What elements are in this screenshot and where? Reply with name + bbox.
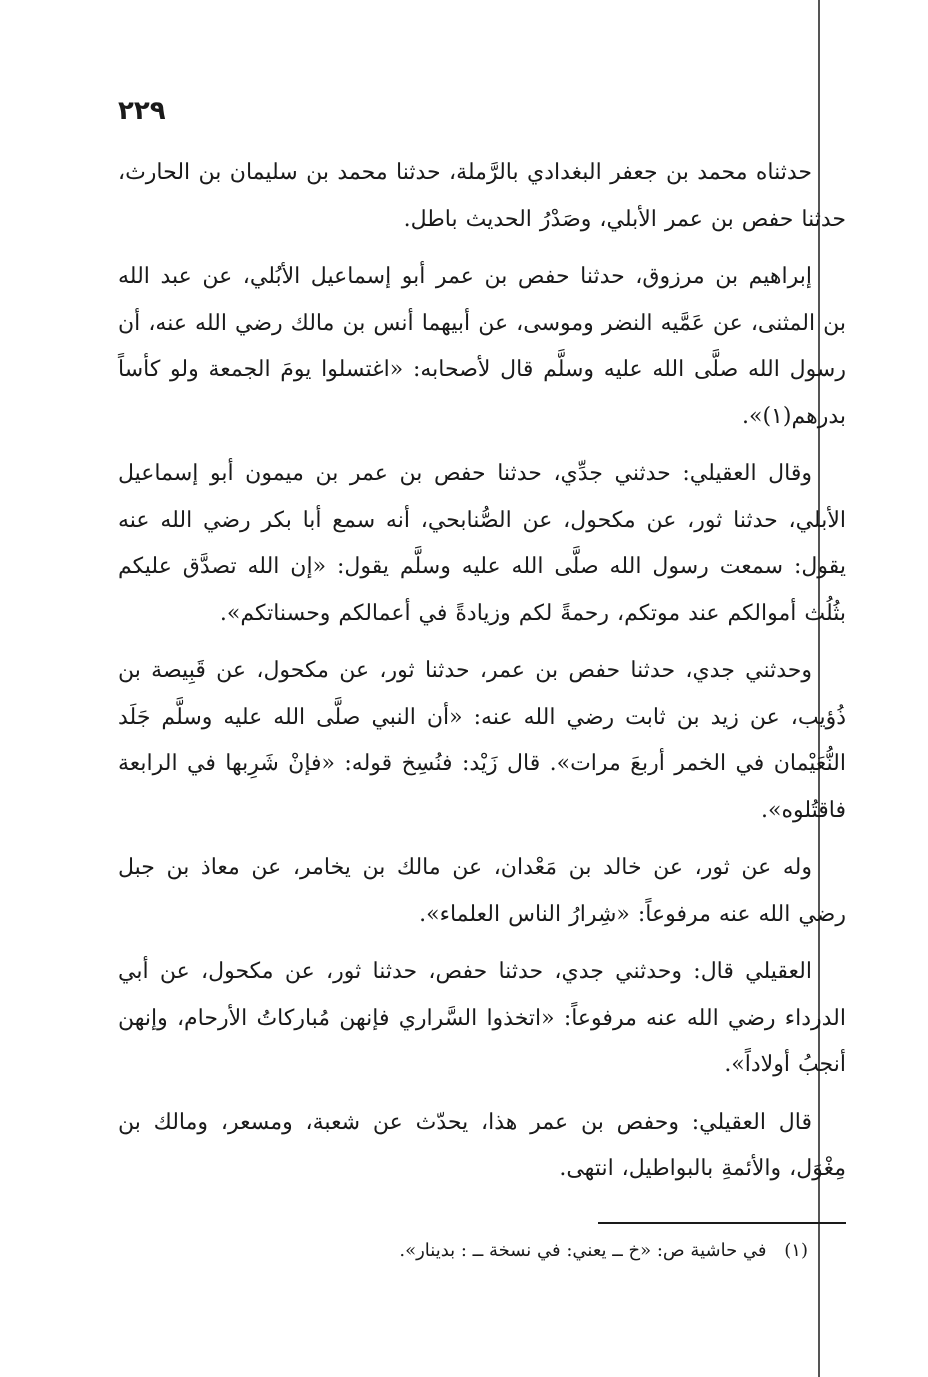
paragraph: إبراهيم بن مرزوق، حدثنا حفص بن عمر أبو إسماعيل الأبُلي، عن عبد الله بن المثنى، عن عَمَّيه النضر وموسى، عن أبيهما أنس بن مالك رضي الله عنه، أن رسول الله صلَّى الله عليه وسلَّم قال لأصحابه: «اغتسلوا يومَ الجمعة ولو كأساً بدرهم(١)». <box>118 264 846 429</box>
footnote-divider <box>598 1222 846 1224</box>
paragraph: وقال العقيلي: حدثني جدِّي، حدثنا حفص بن عمر بن ميمون أبو إسماعيل الأبلي، حدثنا ثور، عن مكحول، عن الصُّنابحي، أنه سمع أبا بكر رضي الله عنه يقول: سمعت رسول الله صلَّى الله عليه وسلَّم يقول: «إن الله تصدَّق عليكم بثُلُث أموالكم عند موتكم، رحمةً لكم وزيادةً في أعمالكم وحسناتكم». <box>118 461 846 626</box>
paragraph: قال العقيلي: وحفص بن عمر هذا، يحدّث عن شعبة، ومسعر، ومالك بن مِغْوَل، والأئمةِ بالبواطيل، انتهى. <box>118 1109 846 1181</box>
footnote <box>300 1236 808 1266</box>
paragraph: حدثناه محمد بن جعفر البغدادي بالرَّملة، حدثنا محمد بن سليمان بن الحارث، حدثنا حفص بن عمر الأبلي، وصَدْرُ الحديث باطل. <box>118 160 846 232</box>
main-text <box>118 150 846 1204</box>
paragraph: وحدثني جدي، حدثنا حفص بن عمر، حدثنا ثور، عن مكحول، عن قَبِيصة بن ذُؤيب، عن زيد بن ثابت رضي الله عنه: «أن النبي صلَّى الله عليه وسلَّم جَلَد النُّعَيْمان في الخمر أربعَ مرات». قال زَيْد: فنُسِخ قوله: «فإنْ شَرِبها في الرابعة فاقتُلوه». <box>118 658 846 823</box>
paragraph: العقيلي قال: وحدثني جدي، حدثنا حفص، حدثنا ثور، عن مكحول، عن أبي الدرداء رضي الله عنه مرفوعاً: «اتخذوا السَّراري فإنهن مُباركاتُ الأرحام، وإنهن أنجبُ أولاداً». <box>118 959 846 1077</box>
footnote-marker: (١) <box>784 1240 808 1261</box>
paragraph: وله عن ثور، عن خالد بن مَعْدان، عن مالك بن يخامر، عن معاذ بن جبل رضي الله عنه مرفوعاً: «شِرارُ الناس العلماء». <box>118 855 846 927</box>
page-number: ٢٢٩ <box>118 96 166 126</box>
footnote-text: في حاشية ص: «خ ــ يعني: في نسخة ــ : بدينار». <box>399 1240 767 1261</box>
